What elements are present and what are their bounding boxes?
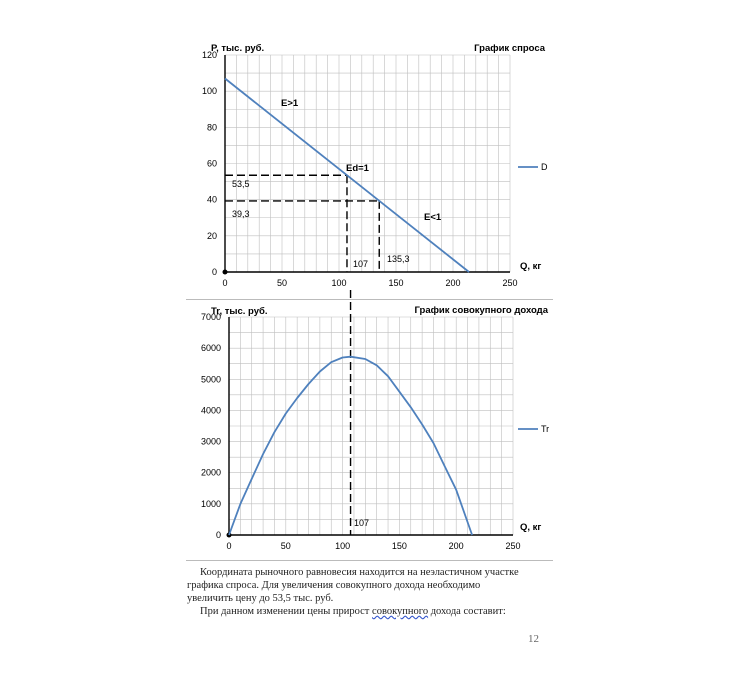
revenue-chart-axes	[227, 317, 514, 538]
price1-label: 53,5	[232, 179, 250, 189]
y-tick-label: 100	[201, 86, 217, 97]
revenue-chart-title: График совокупного дохода	[414, 305, 548, 316]
y-tick-label: 5000	[200, 374, 221, 385]
demand-chart-xlabel: Q, кг	[520, 261, 542, 272]
x-tick-label: 250	[505, 541, 521, 551]
demand-chart-ylabel: P, тыс. руб.	[211, 43, 265, 54]
x-tick-label: 250	[502, 278, 518, 288]
demand-chart-guides	[225, 175, 379, 272]
inelastic-label: E<1	[424, 212, 442, 223]
elastic-label: E>1	[281, 98, 299, 109]
text-separator	[186, 560, 553, 561]
unit-elastic-label: Ed=1	[346, 163, 369, 174]
revenue-chart	[0, 290, 731, 580]
x-tick-label: 200	[445, 278, 461, 288]
paragraph-line-4-end: дохода составит:	[428, 606, 506, 617]
y-tick-label: 80	[206, 122, 217, 133]
demand-chart	[0, 0, 731, 300]
y-tick-label: 1000	[200, 498, 221, 509]
x-tick-label: 100	[331, 278, 347, 288]
y-tick-label: 7000	[200, 312, 221, 322]
quantity2-label: 135,3	[387, 254, 410, 264]
y-tick-label: 120	[201, 50, 217, 60]
y-tick-label: 0	[211, 267, 217, 277]
y-tick-label: 6000	[200, 343, 221, 354]
revenue-chart-grid	[229, 317, 513, 535]
revenue-quantity-label: 107	[354, 518, 370, 528]
x-tick-label: 50	[280, 541, 291, 551]
spellcheck-word: совокупного	[372, 606, 429, 617]
revenue-legend-label: Tr	[541, 424, 550, 434]
y-tick-label: 20	[206, 230, 217, 241]
paragraph-line-4	[200, 605, 506, 618]
x-tick-label: 50	[276, 278, 288, 288]
quantity1-label: 107	[353, 259, 369, 269]
y-tick-label: 40	[206, 194, 217, 205]
x-tick-label: 0	[222, 278, 228, 288]
page-number: 12	[528, 633, 539, 645]
revenue-chart-ylabel: Tr, тыс. руб.	[211, 306, 268, 317]
paragraph-line-4-start: При данном изменении цены прирост	[200, 606, 373, 617]
paragraph-line-1: Координата рыночного равновесия находится на неэластичном участке	[200, 567, 519, 578]
revenue-chart-xlabel: Q, кг	[520, 522, 542, 533]
y-tick-label: 2000	[200, 467, 221, 478]
origin-dot	[223, 270, 228, 275]
x-tick-label: 0	[226, 541, 232, 551]
x-tick-label: 150	[388, 278, 404, 288]
paragraph-line-3: увеличить цену до 53,5 тыс. руб.	[187, 593, 334, 604]
demand-chart-title: График спроса	[474, 43, 545, 54]
y-tick-label: 4000	[200, 405, 221, 416]
y-tick-label: 3000	[200, 436, 221, 447]
paragraph-line-2: графика спроса. Для увеличения совокупного дохода необходимо	[187, 580, 481, 591]
price2-label: 39,3	[232, 209, 250, 219]
x-tick-label: 200	[448, 541, 464, 551]
x-tick-label: 100	[335, 541, 351, 551]
x-tick-label: 150	[391, 541, 407, 551]
y-tick-label: 0	[215, 530, 221, 540]
demand-legend-label: D	[541, 162, 548, 172]
y-tick-label: 60	[206, 158, 217, 169]
